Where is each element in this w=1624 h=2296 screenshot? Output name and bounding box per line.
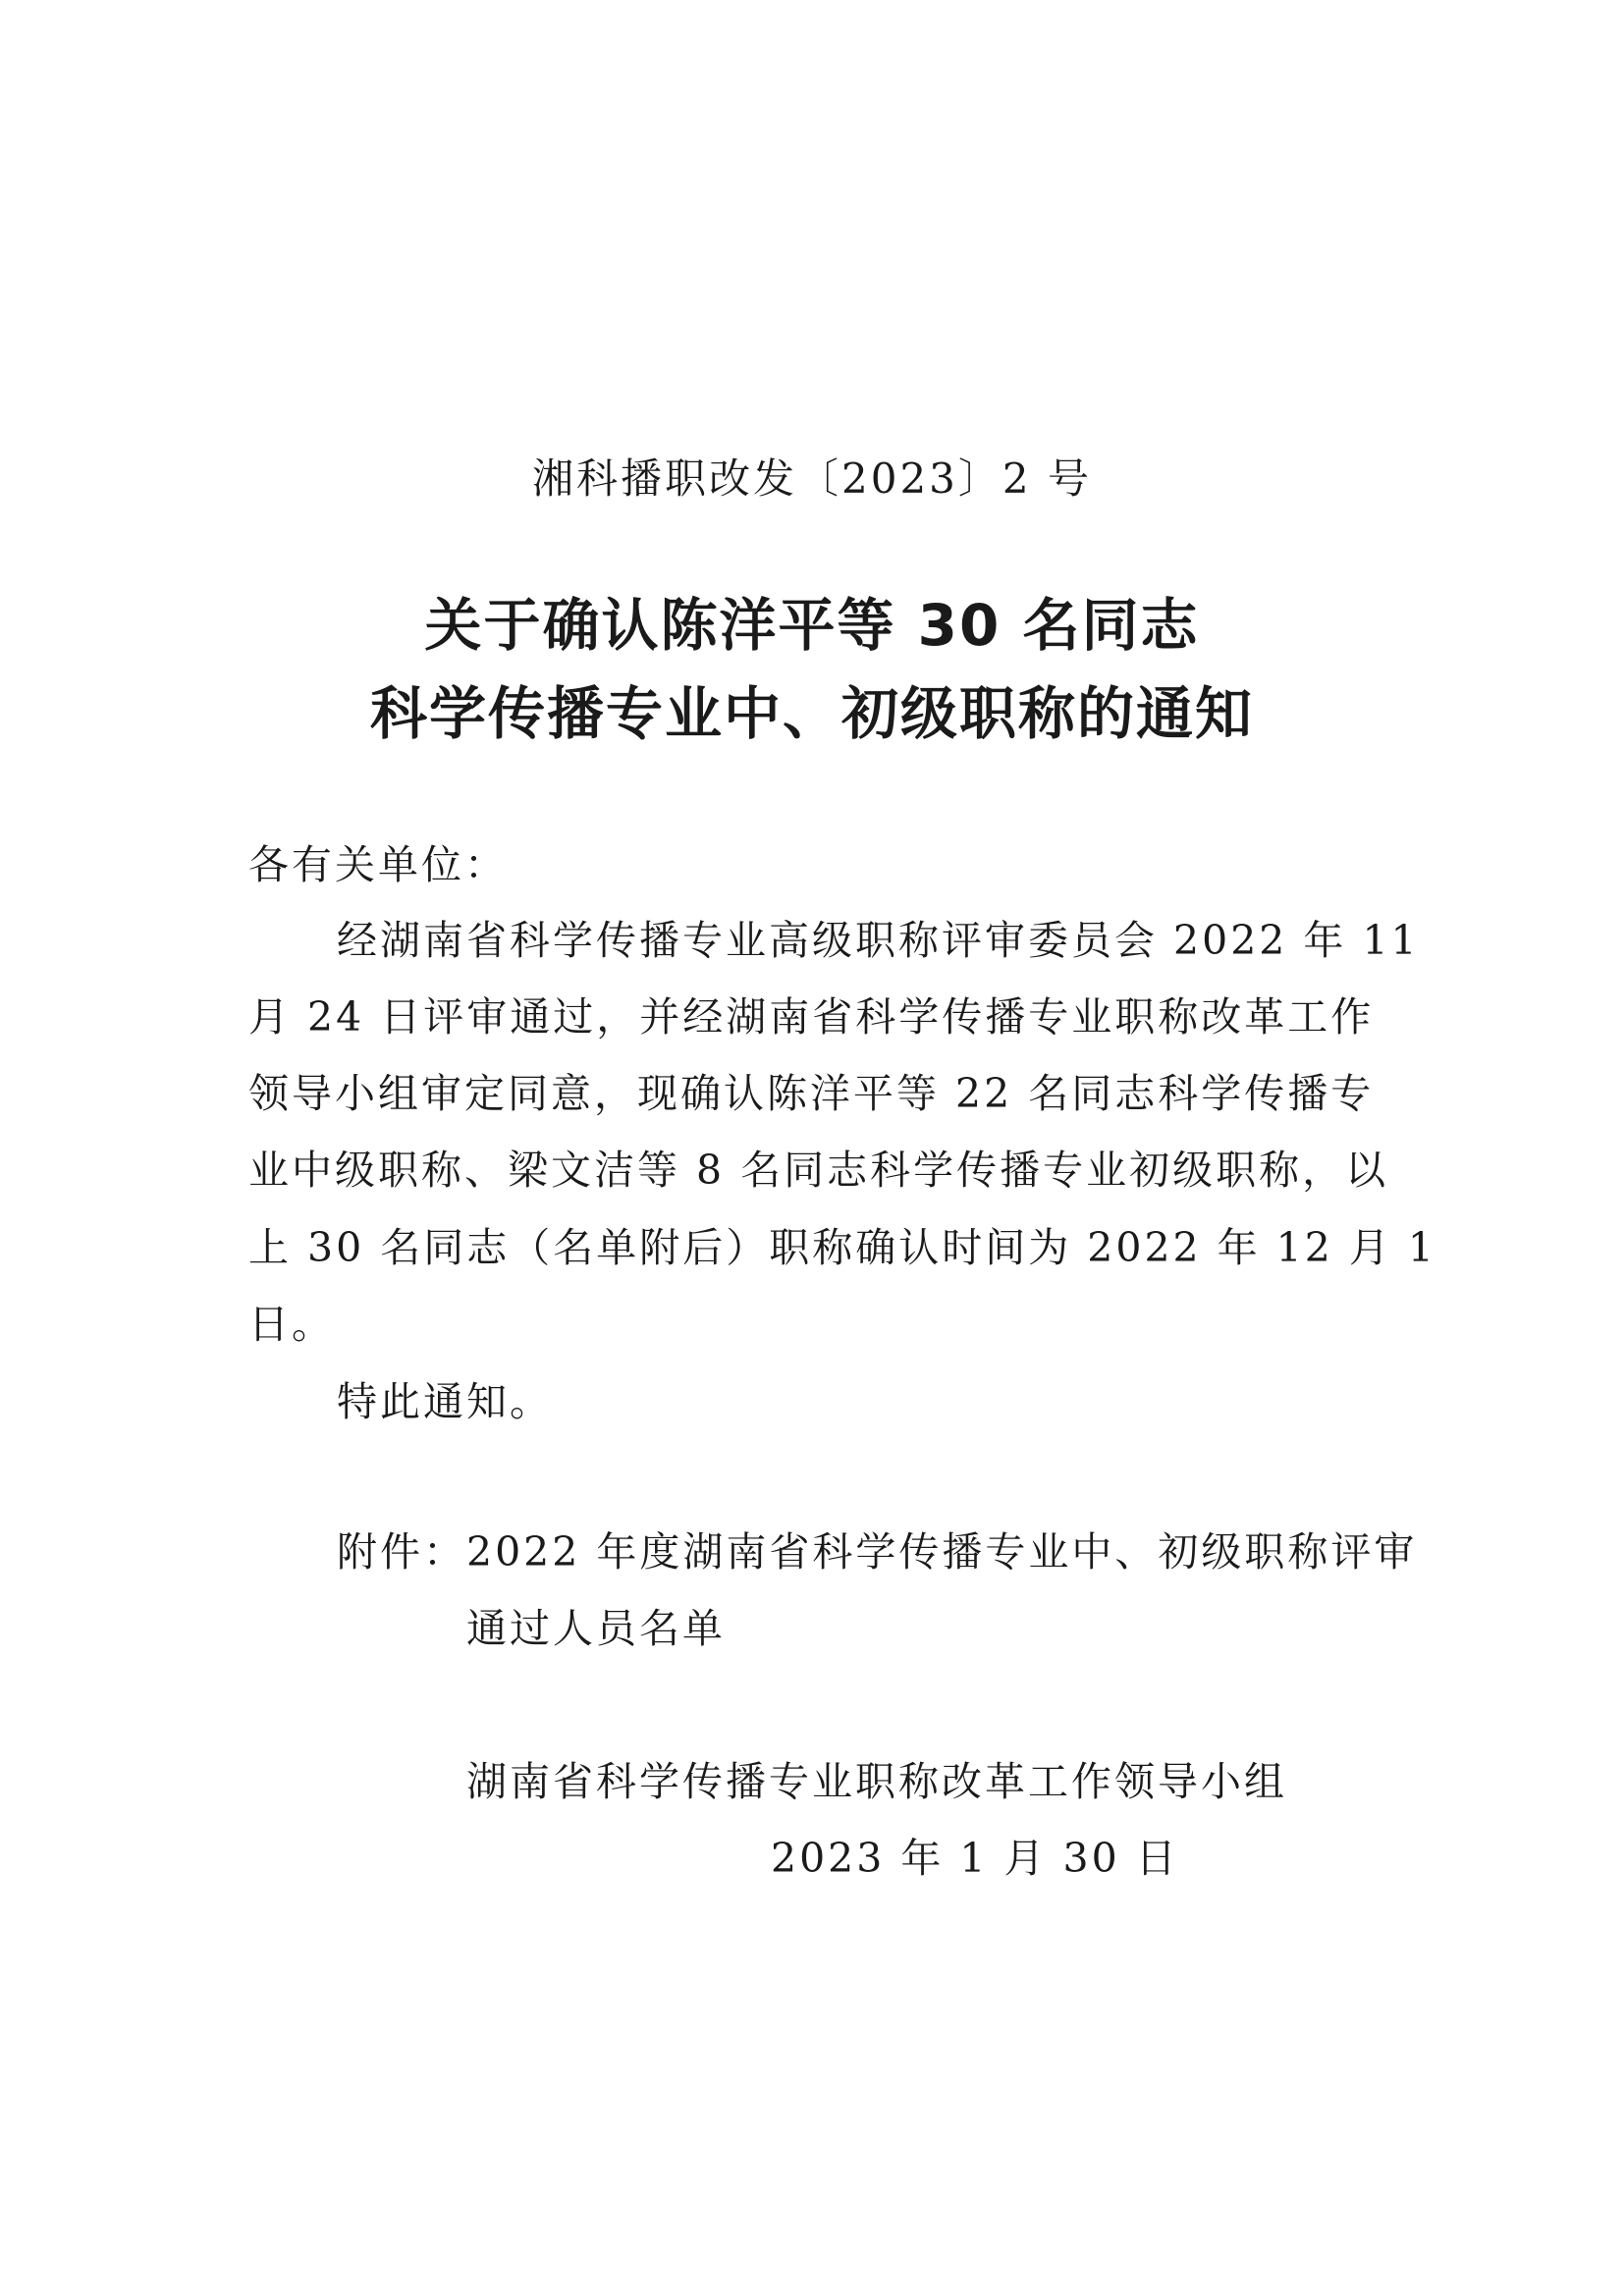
attachment-line-1: 附件：2022 年度湖南省科学传播专业中、初级职称评审 (337, 1528, 1418, 1575)
attachment-line-2: 通过人员名单 (466, 1605, 726, 1652)
body-line: 上 30 名同志（名单附后）职称确认时间为 2022 年 12 月 1 (248, 1224, 1436, 1271)
body-line: 日。 (248, 1301, 335, 1348)
body-line: 业中级职称、梁文洁等 8 名同志科学传播专业初级职称，以 (248, 1147, 1389, 1194)
title-line-2: 科学传播专业中、初级职称的通知 (369, 680, 1254, 747)
issue-date: 2023 年 1 月 30 日 (771, 1835, 1179, 1882)
body-line: 经湖南省科学传播专业高级职称评审委员会 2022 年 11 (337, 917, 1420, 964)
title-line-1: 关于确认陈洋平等 30 名同志 (424, 592, 1200, 659)
salutation: 各有关单位： (248, 841, 508, 888)
closing-remark: 特此通知。 (337, 1378, 553, 1425)
body-line: 月 24 日评审通过，并经湖南省科学传播专业职称改革工作 (248, 993, 1375, 1041)
issuing-organization: 湖南省科学传播专业职称改革工作领导小组 (466, 1758, 1287, 1805)
body-line: 领导小组审定同意，现确认陈洋平等 22 名同志科学传播专 (248, 1070, 1375, 1117)
document-number: 湘科播职改发〔2023〕2 号 (532, 454, 1092, 503)
